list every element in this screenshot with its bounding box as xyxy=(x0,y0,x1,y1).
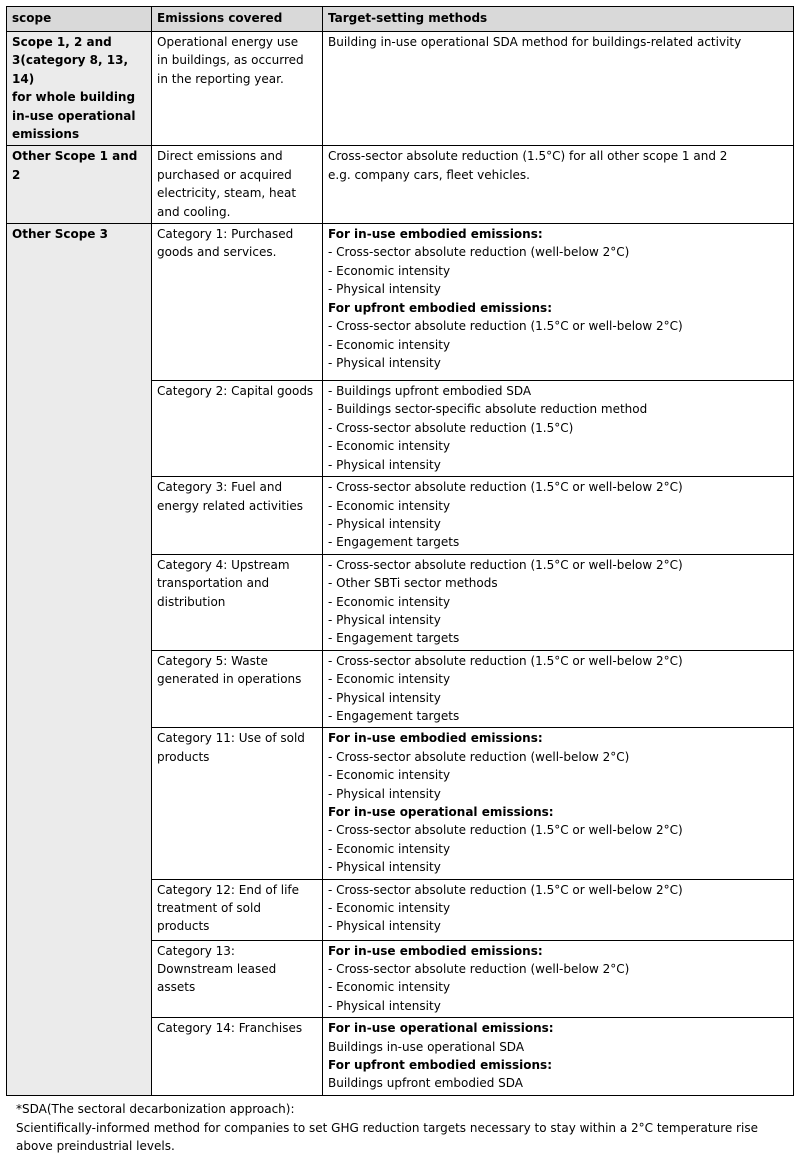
methods-cell xyxy=(323,1018,794,1096)
method-item: - Engagement targets xyxy=(328,535,460,550)
method-item: e.g. company cars, fleet vehicles. xyxy=(328,167,530,182)
methods-cell xyxy=(323,381,794,477)
emissions-text: Category 3: Fuel and xyxy=(157,480,283,495)
method-item: - Economic intensity xyxy=(328,672,451,687)
table-row xyxy=(7,224,794,381)
method-heading: For in-use embodied emissions: xyxy=(328,227,543,242)
method-item: Buildings in-use operational SDA xyxy=(328,1039,525,1054)
emissions-text: distribution xyxy=(157,594,226,609)
emissions-text: products xyxy=(157,919,210,934)
footnote-line: above preindustrial levels. xyxy=(16,1139,175,1154)
method-heading: For in-use operational emissions: xyxy=(328,1021,554,1036)
method-item: - Physical intensity xyxy=(328,860,441,875)
footnote-line: *SDA(The sectoral decarbonization approach): xyxy=(16,1102,295,1116)
emissions-text: Category 2: Capital goods xyxy=(157,384,314,399)
emissions-text: Operational energy use xyxy=(157,35,299,49)
scope-text: Scope 1, 2 and xyxy=(12,35,112,49)
method-item: - Economic intensity xyxy=(328,337,451,352)
scope-text: in-use operational xyxy=(12,108,136,123)
method-item: - Physical intensity xyxy=(328,998,441,1013)
method-item: Cross-sector absolute reduction (1.5°C) for all other scope 1 and 2 xyxy=(328,149,728,164)
header-scope: scope xyxy=(7,7,152,32)
method-item: Buildings upfront embodied SDA xyxy=(328,1076,523,1091)
method-item: - Cross-sector absolute reduction (1.5°C or well-below 2°C) xyxy=(328,557,683,572)
method-item: - Buildings upfront embodied SDA xyxy=(328,384,532,399)
method-item: - Economic intensity xyxy=(328,439,451,454)
method-heading: For in-use operational emissions: xyxy=(328,805,554,819)
method-item: - Economic intensity xyxy=(328,768,451,783)
method-item: - Cross-sector absolute reduction (1.5°C or well-below 2°C) xyxy=(328,653,683,668)
emissions-text: Direct emissions and xyxy=(157,149,283,164)
emissions-text: Category 4: Upstream xyxy=(157,557,290,572)
emissions-text: Category 13: xyxy=(157,943,235,958)
method-item: - Cross-sector absolute reduction (1.5°C or well-below 2°C) xyxy=(328,823,683,838)
footnote xyxy=(16,1100,791,1156)
emissions-text: treatment of sold xyxy=(157,901,261,916)
header-target-setting-methods: Target-setting methods xyxy=(323,7,794,32)
methods-cell xyxy=(323,477,794,555)
table-row xyxy=(7,146,794,224)
method-item: - Physical intensity xyxy=(328,612,441,627)
scope-cell xyxy=(7,32,152,146)
emissions-text: Category 5: Waste xyxy=(157,653,268,668)
scope-text: 3(category 8, 13, 14) xyxy=(12,53,129,86)
scope-cell xyxy=(7,146,152,224)
emissions-cell xyxy=(152,32,323,146)
emissions-text: Category 14: Franchises xyxy=(157,1021,303,1036)
emissions-text: in the reporting year. xyxy=(157,71,284,86)
methods-cell xyxy=(323,146,794,224)
emissions-cell xyxy=(152,1018,323,1096)
method-item: - Cross-sector absolute reduction (well-below 2°C) xyxy=(328,749,630,764)
emissions-text: and cooling. xyxy=(157,204,231,219)
emissions-text: Category 11: Use of sold xyxy=(157,731,305,746)
methods-cell xyxy=(323,32,794,146)
method-item: - Economic intensity xyxy=(328,594,451,609)
method-item: - Engagement targets xyxy=(328,708,460,723)
emissions-cell xyxy=(152,224,323,381)
method-item: - Economic intensity xyxy=(328,901,451,916)
method-item: - Economic intensity xyxy=(328,263,451,278)
emissions-text: electricity, steam, heat xyxy=(157,186,297,201)
method-item: - Engagement targets xyxy=(328,631,460,646)
scope-text: for whole building xyxy=(12,90,136,105)
emissions-cell xyxy=(152,146,323,224)
method-item: - Cross-sector absolute reduction (1.5°C) xyxy=(328,420,574,435)
emissions-text: in buildings, as occurred xyxy=(157,53,304,68)
emissions-text: transportation and xyxy=(157,576,270,591)
emissions-cell xyxy=(152,940,323,1018)
method-item: - Cross-sector absolute reduction (well-below 2°C) xyxy=(328,245,630,260)
methods-cell xyxy=(323,650,794,728)
target-setting-table xyxy=(6,6,794,1096)
method-item: - Physical intensity xyxy=(328,690,441,705)
method-heading: For upfront embodied emissions: xyxy=(328,1058,552,1073)
method-item: - Physical intensity xyxy=(328,282,441,297)
method-item: Building in-use operational SDA method for buildings-related activity xyxy=(328,35,742,49)
method-item: - Cross-sector absolute reduction (well-below 2°C) xyxy=(328,962,630,977)
method-item: - Cross-sector absolute reduction (1.5°C or well-below 2°C) xyxy=(328,480,683,495)
emissions-text: Category 12: End of life xyxy=(157,882,300,897)
emissions-cell xyxy=(152,650,323,728)
emissions-cell xyxy=(152,879,323,940)
method-item: - Cross-sector absolute reduction (1.5°C or well-below 2°C) xyxy=(328,882,683,897)
method-heading: For in-use embodied emissions: xyxy=(328,731,543,746)
scope-text: Other Scope 1 and 2 xyxy=(12,149,138,182)
method-item: - Physical intensity xyxy=(328,457,441,472)
method-item: - Economic intensity xyxy=(328,498,451,513)
methods-cell xyxy=(323,879,794,940)
methods-cell xyxy=(323,940,794,1018)
methods-cell xyxy=(323,728,794,879)
table-row xyxy=(7,32,794,146)
emissions-cell xyxy=(152,728,323,879)
emissions-cell xyxy=(152,554,323,650)
footnote-line: Scientifically-informed method for companies to set GHG reduction targets necessary to stay within a 2°C temperature rise xyxy=(16,1120,758,1135)
method-item: - Economic intensity xyxy=(328,980,451,995)
method-item: - Other SBTi sector methods xyxy=(328,576,498,591)
method-item: - Physical intensity xyxy=(328,516,441,531)
emissions-text: generated in operations xyxy=(157,672,302,687)
method-item: - Buildings sector-specific absolute reduction method xyxy=(328,402,648,417)
emissions-text: assets xyxy=(157,980,196,995)
emissions-cell xyxy=(152,381,323,477)
method-heading: For upfront embodied emissions: xyxy=(328,300,552,315)
method-item: - Economic intensity xyxy=(328,841,451,856)
scope-cell xyxy=(7,224,152,1096)
emissions-text: Downstream leased xyxy=(157,962,277,977)
emissions-text: products xyxy=(157,749,210,764)
table-body xyxy=(7,32,794,1096)
scope-text: emissions xyxy=(12,127,80,142)
scope-text: Other Scope 3 xyxy=(12,227,108,242)
method-item: - Physical intensity xyxy=(328,355,441,370)
header-row xyxy=(7,7,794,32)
method-heading: For in-use embodied emissions: xyxy=(328,943,543,958)
emissions-text: goods and services. xyxy=(157,245,277,260)
emissions-cell xyxy=(152,477,323,555)
methods-cell xyxy=(323,554,794,650)
header-emissions-covered: Emissions covered xyxy=(152,7,323,32)
emissions-text: energy related activities xyxy=(157,498,303,513)
method-item: - Cross-sector absolute reduction (1.5°C or well-below 2°C) xyxy=(328,319,683,334)
method-item: - Physical intensity xyxy=(328,786,441,801)
method-item: - Physical intensity xyxy=(328,919,441,934)
emissions-text: Category 1: Purchased xyxy=(157,227,294,242)
emissions-text: purchased or acquired xyxy=(157,167,292,182)
methods-cell xyxy=(323,224,794,381)
